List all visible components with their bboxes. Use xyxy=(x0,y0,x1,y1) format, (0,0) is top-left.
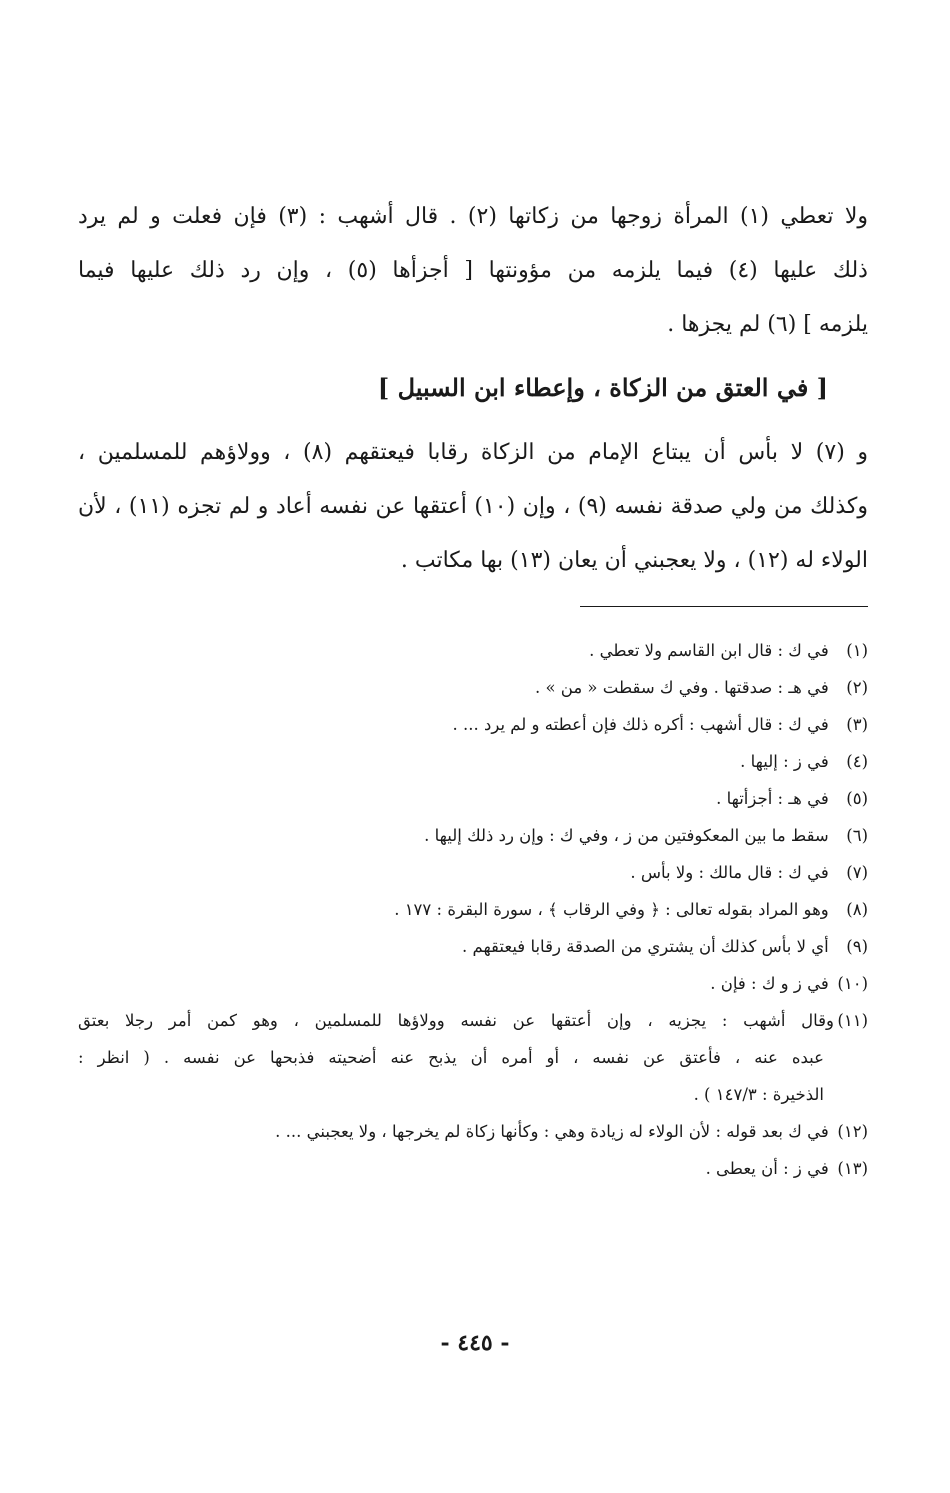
footnote-item xyxy=(78,1150,868,1187)
footnote-number: (٢) xyxy=(846,678,868,697)
footnote-item xyxy=(78,780,868,817)
footnote-item xyxy=(78,854,868,891)
footnote-item xyxy=(78,928,868,965)
footnote-text: في هـ : صدقتها . وفي ك سقطت « من » . xyxy=(534,678,829,697)
footnote-text: في ز : إليها . xyxy=(740,752,829,771)
footnote-item xyxy=(78,669,868,706)
footnote-number: (٤) xyxy=(846,752,868,771)
footnote-number: (٣) xyxy=(846,715,868,734)
paragraph-line: و (٧) لا بأس أن يبتاع الإمام من الزكاة رقابا فيعتقهم (٨) ، وولاؤهم للمسلمين ، xyxy=(78,440,869,465)
paragraph-line: يلزمه ] (٦) لم يجزها . xyxy=(667,312,868,337)
footnote-number: (٧) xyxy=(846,863,868,882)
footnote-item xyxy=(78,632,868,669)
footnote-text: في ز : أن يعطى . xyxy=(705,1159,829,1178)
footnote-number: (٩) xyxy=(846,937,868,956)
footnote-number: (١٠) xyxy=(837,974,868,993)
footnote-text: في ك : قال مالك : ولا بأس . xyxy=(630,863,829,882)
footnote-number: (٦) xyxy=(846,826,868,845)
footnote-item xyxy=(78,1113,868,1150)
footnote-text: وقال أشهب : يجزيه ، وإن أعتقها عن نفسه وولاؤها للمسلمين ، وهو كمن أمر رجلا بعتق xyxy=(78,1011,834,1030)
footnote-line xyxy=(78,1002,868,1039)
footnote-text: في ك بعد قوله : لأن الولاء له زيادة وهي : وكأنها زكاة لم يخرجها ، ولا يعجبني ... . xyxy=(275,1122,829,1141)
footnote-text: في هـ : أجزأتها . xyxy=(716,789,829,808)
footnote-number: (١١) xyxy=(837,1011,868,1030)
footnote-number: (٥) xyxy=(846,789,868,808)
footnote-line: الذخيرة : ١٤٧/٣ ) . xyxy=(693,1085,824,1104)
paragraph-line: الولاء له (١٢) ، ولا يعجبني أن يعان (١٣) بها مكاتب . xyxy=(400,548,868,573)
footnote-text: في ك : قال ابن القاسم ولا تعطي . xyxy=(589,641,829,660)
footnote-number: (٨) xyxy=(846,900,868,919)
footnote-item xyxy=(78,743,868,780)
footnote-item xyxy=(78,706,868,743)
footnote-item xyxy=(78,1002,868,1113)
footnote-number: (١٣) xyxy=(837,1159,868,1178)
footnote-text: أي لا بأس كذلك أن يشتري من الصدقة رقابا فيعتقهم . xyxy=(461,937,829,956)
footnote-item xyxy=(78,817,868,854)
footnote-number: (١) xyxy=(846,641,868,660)
footnote-number: (١٢) xyxy=(837,1122,868,1141)
footnote-text: في ك : قال أشهب : أكره ذلك فإن أعطته و لم يرد ... . xyxy=(452,715,829,734)
footnote-separator xyxy=(580,606,868,607)
footnote-item xyxy=(78,965,868,1002)
main-paragraph-1 xyxy=(78,190,868,352)
footnote-line: عبده عنه ، فأعتق عن نفسه ، أو أمره أن يذبح عنه أضحيته فذبحها عن نفسه . ( انظر : xyxy=(78,1048,824,1067)
section-heading: [ في العتق من الزكاة ، وإعطاء ابن السبيل ] xyxy=(377,373,828,402)
footnote-item xyxy=(78,891,868,928)
page-number: - ٤٤٥ - xyxy=(440,1330,510,1356)
footnote-text: وهو المراد بقوله تعالى : ﴿ وفي الرقاب ﴾ ، سورة البقرة : ١٧٧ . xyxy=(394,900,829,919)
footnote-text: في ز و ك : فإن . xyxy=(710,974,829,993)
main-paragraph-2 xyxy=(78,426,868,588)
paragraph-line: ذلك عليها (٤) فيما يلزمه من مؤونتها [ أجزأها (٥) ، وإن رد ذلك عليها فيما xyxy=(78,258,868,283)
paragraph-line: وكذلك من ولي صدقة نفسه (٩) ، وإن (١٠) أعتقها عن نفسه أعاد و لم تجزه (١١) ، لأن xyxy=(78,494,869,519)
footnotes-list xyxy=(78,632,868,1187)
footnote-text: سقط ما بين المعكوفتين من ز ، وفي ك : وإن رد ذلك إليها . xyxy=(424,826,829,845)
paragraph-line: ولا تعطي (١) المرأة زوجها من زكاتها (٢) . قال أشهب : (٣) فإن فعلت و لم يرد xyxy=(78,204,868,229)
